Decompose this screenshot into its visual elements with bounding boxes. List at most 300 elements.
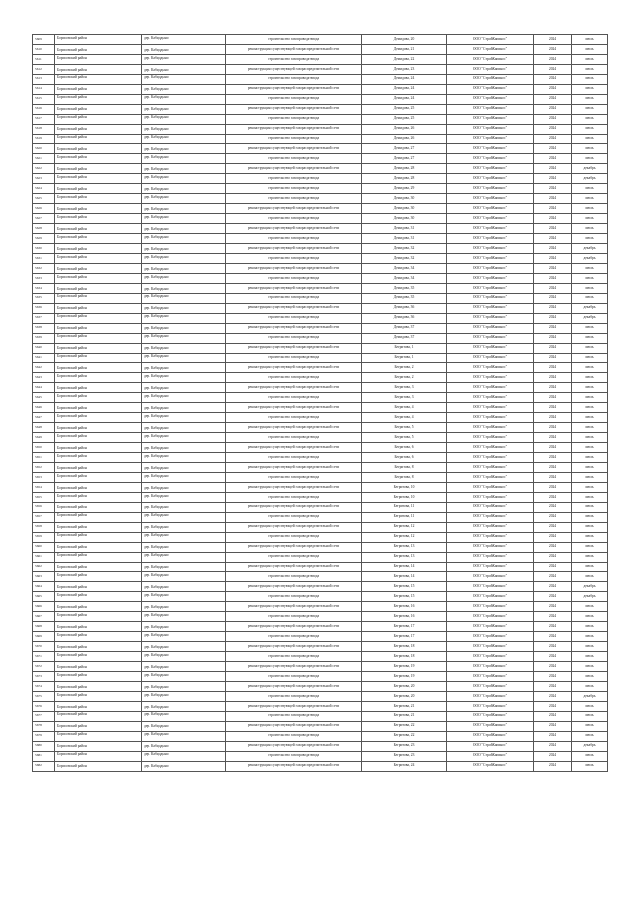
village-cell-text: дер. Кабиддыно xyxy=(144,413,169,418)
district-cell xyxy=(55,572,142,582)
district-cell-text: Борисовский район xyxy=(57,425,87,430)
village-cell-text: дер. Кабиддыно xyxy=(144,67,169,72)
district-cell xyxy=(55,184,142,194)
district-cell-text: Борисовский район xyxy=(57,453,87,458)
address-cell: Бегритова, 1 xyxy=(362,353,447,363)
work-type-cell: строительство газопровода-ввода xyxy=(226,74,362,84)
work-type-cell: строительство газопровода-ввода xyxy=(226,184,362,194)
village-cell xyxy=(142,413,226,423)
village-cell-text: дер. Кабиддыно xyxy=(144,624,169,629)
district-cell xyxy=(55,592,142,602)
row-number: 5630 xyxy=(33,244,55,254)
village-cell xyxy=(142,124,226,134)
district-cell xyxy=(55,214,142,224)
address-cell: Демидова, 25 xyxy=(362,104,447,114)
district-cell xyxy=(55,64,142,74)
month-cell: июль xyxy=(572,612,608,622)
village-cell xyxy=(142,313,226,323)
row-number: 5661 xyxy=(33,552,55,562)
month-cell: декабрь xyxy=(572,253,608,263)
row-number: 5610 xyxy=(33,44,55,54)
district-cell xyxy=(55,731,142,741)
village-cell-text: дер. Кабиддыно xyxy=(144,306,169,311)
address-cell: Демидова, 34 xyxy=(362,263,447,273)
district-cell xyxy=(55,522,142,532)
work-type-cell: реконструкция существующей газораспределительной сети xyxy=(226,701,362,711)
year-cell: 2024 xyxy=(534,721,572,731)
table-row xyxy=(33,343,608,353)
row-number: 5652 xyxy=(33,462,55,472)
address-cell: Демидова, 35 xyxy=(362,283,447,293)
village-cell-text: дер. Кабиддыно xyxy=(144,274,169,279)
year-cell: 2024 xyxy=(534,731,572,741)
village-cell xyxy=(142,244,226,254)
village-cell xyxy=(142,383,226,393)
table-row xyxy=(33,353,608,363)
village-cell xyxy=(142,512,226,522)
village-cell-text: дер. Кабиддыно xyxy=(144,652,169,657)
village-cell-text: дер. Кабиддыно xyxy=(144,366,169,371)
district-cell xyxy=(55,672,142,682)
district-cell xyxy=(55,84,142,94)
village-cell xyxy=(142,283,226,293)
district-cell xyxy=(55,492,142,502)
table-row xyxy=(33,482,608,492)
row-number: 5677 xyxy=(33,711,55,721)
table-row xyxy=(33,761,608,771)
address-cell: Бегритова, 16 xyxy=(362,602,447,612)
row-number: 5651 xyxy=(33,453,55,463)
address-cell: Демидова, 32 xyxy=(362,253,447,263)
district-cell xyxy=(55,35,142,45)
village-cell xyxy=(142,104,226,114)
row-number: 5653 xyxy=(33,472,55,482)
village-cell xyxy=(142,691,226,701)
district-cell-text: Борисовский район xyxy=(57,226,87,231)
address-cell: Демидова, 24 xyxy=(362,84,447,94)
year-cell: 2024 xyxy=(534,652,572,662)
table-row xyxy=(33,214,608,224)
row-number: 5643 xyxy=(33,373,55,383)
month-cell: июль xyxy=(572,403,608,413)
row-number: 5637 xyxy=(33,313,55,323)
month-cell: июль xyxy=(572,542,608,552)
district-cell-text: Борисовский район xyxy=(57,294,87,299)
contractor-cell: ООО "СтройКапинос" xyxy=(447,701,534,711)
district-cell-text: Борисовский район xyxy=(57,652,87,657)
district-cell xyxy=(55,433,142,443)
work-type-cell: реконструкция существующей газораспределительной сети xyxy=(226,761,362,771)
contractor-cell: ООО "СтройКапинос" xyxy=(447,532,534,542)
year-cell: 2024 xyxy=(534,363,572,373)
village-cell xyxy=(142,542,226,552)
village-cell xyxy=(142,363,226,373)
district-cell-text: Борисовский район xyxy=(57,206,87,211)
contractor-cell: ООО "СтройКапинос" xyxy=(447,323,534,333)
address-cell: Демидова, 30 xyxy=(362,194,447,204)
contractor-cell: ООО "СтройКапинос" xyxy=(447,433,534,443)
address-cell: Бегритова, 21 xyxy=(362,711,447,721)
district-cell xyxy=(55,323,142,333)
district-cell xyxy=(55,234,142,244)
work-type-cell: реконструкция существующей газораспределительной сети xyxy=(226,44,362,54)
row-number: 5627 xyxy=(33,214,55,224)
village-cell-text: дер. Кабиддыно xyxy=(144,405,169,410)
month-cell: декабрь xyxy=(572,164,608,174)
village-cell xyxy=(142,194,226,204)
contractor-cell: ООО "СтройКапинос" xyxy=(447,572,534,582)
district-cell-text: Борисовский район xyxy=(57,354,87,359)
address-cell: Демидова, 32 xyxy=(362,244,447,254)
district-cell-text: Борисовский район xyxy=(57,445,87,450)
year-cell: 2024 xyxy=(534,323,572,333)
year-cell: 2024 xyxy=(534,701,572,711)
village-cell xyxy=(142,373,226,383)
address-cell: Бегритова, 19 xyxy=(362,672,447,682)
village-cell-text: дер. Кабиддыно xyxy=(144,632,169,637)
district-cell-text: Борисовский район xyxy=(57,87,87,92)
district-cell-text: Борисовский район xyxy=(57,386,87,391)
village-cell xyxy=(142,44,226,54)
village-cell-text: дер. Кабиддыно xyxy=(144,585,169,590)
year-cell: 2024 xyxy=(534,184,572,194)
address-cell: Бегритова, 10 xyxy=(362,482,447,492)
row-number: 5636 xyxy=(33,303,55,313)
district-cell-text: Борисовский район xyxy=(57,47,87,52)
district-cell-text: Борисовский район xyxy=(57,147,87,152)
year-cell: 2024 xyxy=(534,711,572,721)
village-cell xyxy=(142,293,226,303)
month-cell: июль xyxy=(572,761,608,771)
table-row xyxy=(33,721,608,731)
village-cell-text: дер. Кабиддыно xyxy=(144,692,169,697)
address-cell: Бегритова, 18 xyxy=(362,652,447,662)
contractor-cell: ООО "СтройКапинос" xyxy=(447,751,534,761)
village-cell-text: дер. Кабиддыно xyxy=(144,47,169,52)
village-cell xyxy=(142,214,226,224)
year-cell: 2024 xyxy=(534,423,572,433)
district-cell-text: Борисовский район xyxy=(57,505,87,510)
month-cell: июль xyxy=(572,731,608,741)
village-cell xyxy=(142,462,226,472)
village-cell-text: дер. Кабиддыно xyxy=(144,374,169,379)
village-cell xyxy=(142,592,226,602)
month-cell: июль xyxy=(572,154,608,164)
row-number: 5680 xyxy=(33,741,55,751)
work-type-cell: строительство газопровода-ввода xyxy=(226,652,362,662)
work-type-cell: реконструкция существующей газораспределительной сети xyxy=(226,383,362,393)
row-number: 5655 xyxy=(33,492,55,502)
month-cell: июль xyxy=(572,393,608,403)
work-type-cell: строительство газопровода-ввода xyxy=(226,572,362,582)
table-row xyxy=(33,393,608,403)
village-cell xyxy=(142,522,226,532)
village-cell-text: дер. Кабиддыно xyxy=(144,147,169,152)
district-cell xyxy=(55,512,142,522)
district-cell-text: Борисовский район xyxy=(57,764,87,769)
contractor-cell: ООО "СтройКапинос" xyxy=(447,512,534,522)
district-cell xyxy=(55,502,142,512)
district-cell xyxy=(55,482,142,492)
month-cell: июль xyxy=(572,632,608,642)
contractor-cell: ООО "СтройКапинос" xyxy=(447,204,534,214)
table-row xyxy=(33,552,608,562)
month-cell: декабрь xyxy=(572,691,608,701)
work-type-cell: реконструкция существующей газораспределительной сети xyxy=(226,662,362,672)
district-cell xyxy=(55,343,142,353)
contractor-cell: ООО "СтройКапинос" xyxy=(447,224,534,234)
village-cell xyxy=(142,403,226,413)
month-cell: июль xyxy=(572,672,608,682)
district-cell-text: Борисовский район xyxy=(57,246,87,251)
contractor-cell: ООО "СтройКапинос" xyxy=(447,403,534,413)
table-row xyxy=(33,472,608,482)
table-row xyxy=(33,512,608,522)
address-cell: Бегритова, 4 xyxy=(362,403,447,413)
work-type-cell: реконструкция существующей газораспределительной сети xyxy=(226,164,362,174)
month-cell: декабрь xyxy=(572,303,608,313)
table-row xyxy=(33,751,608,761)
table-row xyxy=(33,632,608,642)
row-number: 5609 xyxy=(33,35,55,45)
contractor-cell: ООО "СтройКапинос" xyxy=(447,472,534,482)
district-cell xyxy=(55,353,142,363)
district-cell-text: Борисовский район xyxy=(57,553,87,558)
contractor-cell: ООО "СтройКапинос" xyxy=(447,373,534,383)
table-row xyxy=(33,333,608,343)
address-cell: Бегритова, 5 xyxy=(362,433,447,443)
village-cell-text: дер. Кабиддыно xyxy=(144,684,169,689)
village-cell xyxy=(142,602,226,612)
address-cell: Демидова, 30 xyxy=(362,204,447,214)
village-cell xyxy=(142,343,226,353)
year-cell: 2024 xyxy=(534,662,572,672)
district-cell xyxy=(55,273,142,283)
district-cell xyxy=(55,383,142,393)
month-cell: июль xyxy=(572,472,608,482)
table-row xyxy=(33,303,608,313)
contractor-cell: ООО "СтройКапинос" xyxy=(447,283,534,293)
year-cell: 2024 xyxy=(534,492,572,502)
address-cell: Бегритова, 6 xyxy=(362,453,447,463)
village-cell xyxy=(142,701,226,711)
village-cell-text: дер. Кабиддыно xyxy=(144,286,169,291)
work-type-cell: строительство газопровода-ввода xyxy=(226,552,362,562)
district-cell-text: Борисовский район xyxy=(57,75,87,80)
table-row xyxy=(33,502,608,512)
village-cell xyxy=(142,652,226,662)
month-cell: июль xyxy=(572,433,608,443)
work-type-cell: реконструкция существующей газораспределительной сети xyxy=(226,681,362,691)
village-cell xyxy=(142,323,226,333)
table-row xyxy=(33,383,608,393)
village-cell xyxy=(142,234,226,244)
table-row xyxy=(33,443,608,453)
row-number: 5645 xyxy=(33,393,55,403)
district-cell-text: Борисовский район xyxy=(57,214,87,219)
row-number: 5667 xyxy=(33,612,55,622)
contractor-cell: ООО "СтройКапинос" xyxy=(447,234,534,244)
row-number: 5665 xyxy=(33,592,55,602)
district-cell-text: Борисовский район xyxy=(57,485,87,490)
month-cell: декабрь xyxy=(572,582,608,592)
contractor-cell: ООО "СтройКапинос" xyxy=(447,353,534,363)
work-type-cell: реконструкция существующей газораспределительной сети xyxy=(226,423,362,433)
village-cell-text: дер. Кабиддыно xyxy=(144,485,169,490)
village-cell xyxy=(142,74,226,84)
row-number: 5633 xyxy=(33,273,55,283)
village-cell-text: дер. Кабиддыно xyxy=(144,75,169,80)
address-cell: Демидова, 27 xyxy=(362,144,447,154)
village-cell xyxy=(142,612,226,622)
table-row xyxy=(33,273,608,283)
year-cell: 2024 xyxy=(534,94,572,104)
table-row xyxy=(33,244,608,254)
table-row xyxy=(33,263,608,273)
address-cell: Бегритова, 19 xyxy=(362,662,447,672)
village-cell xyxy=(142,184,226,194)
month-cell: июль xyxy=(572,74,608,84)
table-row xyxy=(33,662,608,672)
village-cell xyxy=(142,35,226,45)
year-cell: 2024 xyxy=(534,144,572,154)
row-number: 5631 xyxy=(33,253,55,263)
district-cell-text: Борисовский район xyxy=(57,612,87,617)
contractor-cell: ООО "СтройКапинос" xyxy=(447,154,534,164)
work-type-cell: строительство газопровода-ввода xyxy=(226,313,362,323)
year-cell: 2024 xyxy=(534,263,572,273)
work-type-cell: строительство газопровода-ввода xyxy=(226,453,362,463)
village-cell xyxy=(142,303,226,313)
contractor-cell: ООО "СтройКапинос" xyxy=(447,672,534,682)
month-cell: июль xyxy=(572,134,608,144)
address-cell: Бегритова, 2 xyxy=(362,363,447,373)
district-cell-text: Борисовский район xyxy=(57,405,87,410)
month-cell: июль xyxy=(572,502,608,512)
address-cell: Бегритова, 14 xyxy=(362,562,447,572)
row-number: 5632 xyxy=(33,263,55,273)
district-cell-text: Борисовский район xyxy=(57,186,87,191)
village-cell-text: дер. Кабиддыно xyxy=(144,95,169,100)
row-number: 5641 xyxy=(33,353,55,363)
year-cell: 2024 xyxy=(534,592,572,602)
row-number: 5682 xyxy=(33,761,55,771)
district-cell xyxy=(55,293,142,303)
district-cell-text: Борисовский район xyxy=(57,107,87,112)
village-cell xyxy=(142,204,226,214)
contractor-cell: ООО "СтройКапинос" xyxy=(447,562,534,572)
contractor-cell: ООО "СтройКапинос" xyxy=(447,711,534,721)
month-cell: июль xyxy=(572,104,608,114)
table-row xyxy=(33,701,608,711)
row-number: 5678 xyxy=(33,721,55,731)
village-cell xyxy=(142,552,226,562)
work-type-cell: реконструкция существующей газораспределительной сети xyxy=(226,582,362,592)
year-cell: 2024 xyxy=(534,293,572,303)
address-cell: Бегритова, 11 xyxy=(362,512,447,522)
row-number: 5675 xyxy=(33,691,55,701)
month-cell: июль xyxy=(572,263,608,273)
village-cell xyxy=(142,721,226,731)
district-cell xyxy=(55,104,142,114)
district-cell xyxy=(55,602,142,612)
village-cell xyxy=(142,54,226,64)
district-cell-text: Борисовский район xyxy=(57,67,87,72)
district-cell xyxy=(55,174,142,184)
village-cell xyxy=(142,273,226,283)
village-cell-text: дер. Кабиддыно xyxy=(144,525,169,530)
month-cell: июль xyxy=(572,343,608,353)
district-cell xyxy=(55,413,142,423)
month-cell: июль xyxy=(572,283,608,293)
address-cell: Бегритова, 3 xyxy=(362,383,447,393)
contractor-cell: ООО "СтройКапинос" xyxy=(447,134,534,144)
work-type-cell: строительство газопровода-ввода xyxy=(226,532,362,542)
year-cell: 2024 xyxy=(534,194,572,204)
table-row xyxy=(33,711,608,721)
year-cell: 2024 xyxy=(534,562,572,572)
district-cell-text: Борисовский район xyxy=(57,35,87,40)
work-type-cell: реконструкция существующей газораспределительной сети xyxy=(226,124,362,134)
table-row xyxy=(33,74,608,84)
district-cell xyxy=(55,283,142,293)
contractor-cell: ООО "СтройКапинос" xyxy=(447,144,534,154)
row-number: 5642 xyxy=(33,363,55,373)
table-row xyxy=(33,194,608,204)
address-cell: Бегритова, 5 xyxy=(362,423,447,433)
village-cell-text: дер. Кабиддыно xyxy=(144,752,169,757)
contractor-cell: ООО "СтройКапинос" xyxy=(447,333,534,343)
district-cell-text: Борисовский район xyxy=(57,413,87,418)
address-cell: Бегритова, 13 xyxy=(362,552,447,562)
year-cell: 2024 xyxy=(534,472,572,482)
contractor-cell: ООО "СтройКапинос" xyxy=(447,194,534,204)
district-cell-text: Борисовский район xyxy=(57,175,87,180)
month-cell: июль xyxy=(572,462,608,472)
row-number: 5658 xyxy=(33,522,55,532)
contractor-cell: ООО "СтройКапинос" xyxy=(447,662,534,672)
village-cell xyxy=(142,582,226,592)
month-cell: июль xyxy=(572,94,608,104)
district-cell-text: Борисовский район xyxy=(57,704,87,709)
district-cell-text: Борисовский район xyxy=(57,306,87,311)
village-cell-text: дер. Кабиддыно xyxy=(144,393,169,398)
district-cell-text: Борисовский район xyxy=(57,194,87,199)
work-type-cell: строительство газопровода-ввода xyxy=(226,433,362,443)
village-cell-text: дер. Кабиддыно xyxy=(144,35,169,40)
work-type-cell: реконструкция существующей газораспределительной сети xyxy=(226,741,362,751)
year-cell: 2024 xyxy=(534,104,572,114)
address-cell: Демидова, 20 xyxy=(362,35,447,45)
work-type-cell: реконструкция существующей газораспределительной сети xyxy=(226,363,362,373)
district-cell xyxy=(55,423,142,433)
contractor-cell: ООО "СтройКапинос" xyxy=(447,652,534,662)
contractor-cell: ООО "СтройКапинос" xyxy=(447,522,534,532)
month-cell: июль xyxy=(572,64,608,74)
work-type-cell: строительство газопровода-ввода xyxy=(226,373,362,383)
village-cell xyxy=(142,453,226,463)
contractor-cell: ООО "СтройКапинос" xyxy=(447,214,534,224)
work-type-cell: строительство газопровода-ввода xyxy=(226,273,362,283)
village-cell xyxy=(142,711,226,721)
row-number: 5679 xyxy=(33,731,55,741)
work-type-cell: реконструкция существующей газораспределительной сети xyxy=(226,622,362,632)
contractor-cell: ООО "СтройКапинос" xyxy=(447,602,534,612)
district-cell xyxy=(55,711,142,721)
contractor-cell: ООО "СтройКапинос" xyxy=(447,383,534,393)
village-cell xyxy=(142,423,226,433)
district-cell xyxy=(55,701,142,711)
